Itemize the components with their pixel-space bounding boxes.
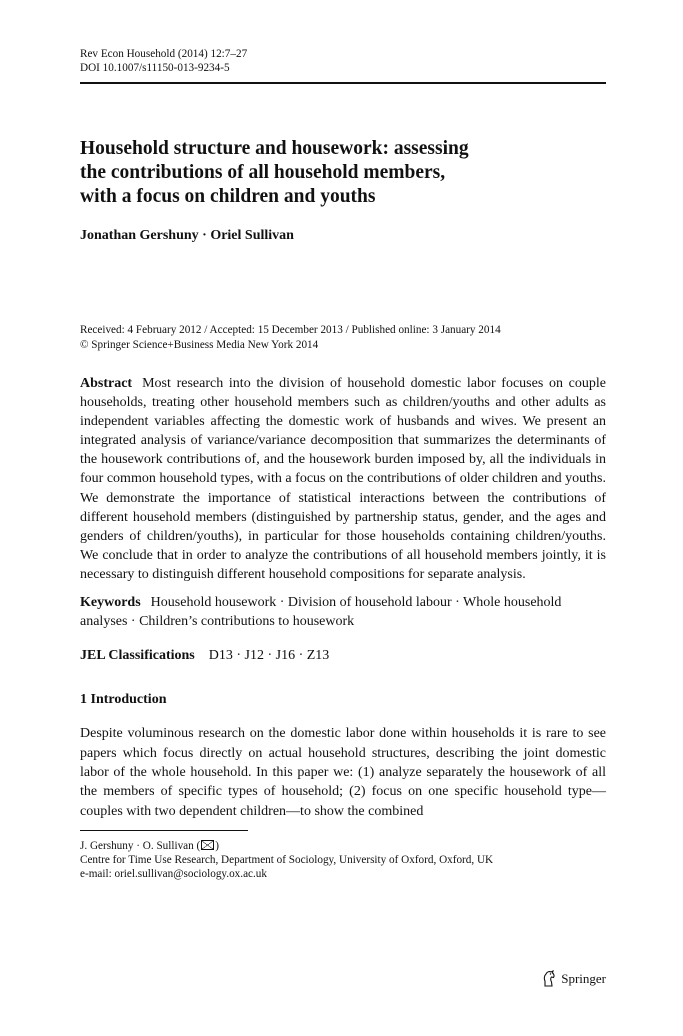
footnote-authors [80,839,606,853]
received-accepted-published: Received: 4 February 2012 / Accepted: 15 December 2013 / Published online: 3 January 2014 [80,324,501,336]
footnote-rule [80,830,248,831]
paper-title [80,137,606,209]
footnote-affiliation: Centre for Time Use Research, Department of Sociology, University of Oxford, Oxford, UK [80,853,494,866]
keywords [80,593,606,631]
section-heading: 1 Introduction [80,692,167,708]
jel-codes: D13 · J12 · J16 · Z13 [208,648,330,664]
envelope-icon [201,840,214,850]
abstract-text: Most research into the division of household domestic labor focuses on couple households, treating other household members such as children/youths and other adults as independent variables affecting the domestic work of husbands and wives. We present an integrated analysis of variance/variance decomposition that summarizes the determinants of the housework contributions of, and the housework burden imposed by, all the individuals in four common household types, with a focus on the contributions of older children and youths. We demonstrate the importance of statistical interactions between the contributions of different household members (distinguished by partnership status, gender, and the ages and genders of children/youths), in particular for those households containing children/youths. We conclude that in order to analyze the contributions of all household members jointly, it is necessary to distinguish different household compositions for separate analysis. [80,376,606,582]
jel-classifications [80,646,606,665]
publisher-logo [541,970,606,988]
author-footnote [80,839,606,881]
publisher-name: Springer [561,971,606,986]
title-line-1: Household structure and housework: assessing [80,138,469,159]
copyright-line: © Springer Science+Business Media New York 2014 [80,338,319,351]
author-list: Jonathan Gershuny · Oriel Sullivan [80,228,294,243]
title-line-2: the contributions of all household members, [80,162,446,183]
introduction-text: Despite voluminous research on the domestic labor done within households it is rare to see papers which focus directly on actual household structures, describing the joint domestic labor of the whole household. In this paper we: (1) analyze separately the housework of all the members of specific types of household; (2) focus on one specific household type—couples with two dependent children—to show the combined [80,726,606,819]
keywords-label: Keywords [80,595,141,611]
journal-citation: Rev Econ Household (2014) 12:7–27 [80,48,248,60]
title-line-3: with a focus on children and youths [80,186,376,207]
abstract-label: Abstract [80,376,133,391]
footnote-email[interactable]: e-mail: oriel.sullivan@sociology.ox.ac.uk [80,867,267,880]
footnote-authors-suffix: ) [215,839,219,852]
footnote-authors-prefix: J. Gershuny · O. Sullivan ( [80,839,201,852]
paper-page [80,48,606,881]
keywords-text: Household housework · Division of household labour · Whole household analyses · Children’s contributions to housework [80,595,562,630]
publication-dates [80,323,606,352]
header-rule [80,82,606,84]
jel-label: JEL Classifications [80,648,195,664]
doi: DOI 10.1007/s11150-013-9234-5 [80,61,230,74]
abstract [80,374,606,584]
journal-header [80,48,606,75]
springer-horse-icon [541,970,557,988]
